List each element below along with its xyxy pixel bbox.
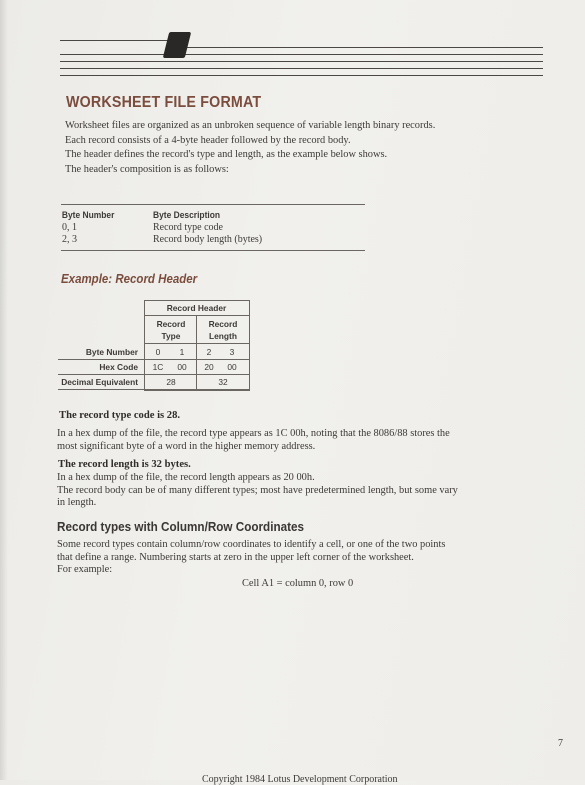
table-cell: 0	[155, 347, 161, 357]
table-cell: 0, 1	[62, 221, 77, 233]
coords-heading: Record types with Column/Row Coordinates	[57, 519, 305, 534]
table-cell: 32	[218, 377, 228, 387]
row-label: Hex Code	[99, 362, 138, 372]
column-header: Byte Description	[153, 209, 221, 220]
row-label: Byte Number	[85, 347, 138, 357]
table-cell: 1C	[152, 362, 164, 372]
paragraph-line: In a hex dump of the file, the record type appears as 1C 00h, noting that the 8086/88 stores the	[57, 428, 450, 439]
copyright-footer: Copyright 1984 Lotus Development Corporation	[202, 774, 398, 785]
table-header-row	[61, 209, 365, 222]
coords-example: Cell A1 = column 0, row 0	[242, 578, 354, 589]
paragraph-line: most significant byte of a word in the higher memory address.	[57, 440, 316, 452]
table-cell: 3	[229, 347, 235, 357]
col-type-label: Type	[161, 331, 181, 341]
col-type-label: Record	[156, 319, 186, 329]
table-cell: 20	[204, 362, 214, 372]
page-number: 7	[558, 738, 563, 749]
col-length-label: Record	[208, 319, 238, 329]
table-cell: 00	[227, 362, 237, 372]
column-header: Byte Number	[61, 209, 115, 220]
paragraph-line: that define a range. Numbering starts at zero in the upper left corner of the worksheet.	[57, 551, 414, 563]
col-length-label: Length	[209, 331, 237, 341]
paragraph-line: The record body can be of many different types; most have predetermined length, but some vary	[57, 484, 458, 496]
type-code-paragraph	[57, 428, 450, 453]
table-cell: 00	[177, 362, 187, 372]
type-code-heading: The record type code is 28.	[59, 410, 181, 421]
length-heading: The record length is 32 bytes.	[58, 459, 191, 470]
paragraph-line: in length.	[57, 497, 97, 509]
page-title: WORKSHEET FILE FORMAT	[66, 94, 262, 111]
paragraph-line: For example:	[57, 564, 113, 576]
coords-paragraph	[57, 539, 445, 577]
table-cell: 1	[179, 347, 185, 357]
table-cell: 28	[166, 377, 176, 387]
example-title: Example: Record Header	[61, 272, 198, 286]
row-label: Decimal Equivalent	[61, 377, 138, 387]
table-cell: Record type code	[153, 221, 223, 233]
table-cell: 2	[206, 347, 212, 357]
intro-line: Each record consists of a 4-byte header followed by the record body.	[65, 134, 351, 146]
byte-layout-table	[61, 204, 365, 251]
paragraph-line: In a hex dump of the file, the record length appears as 20 00h.	[57, 472, 315, 483]
length-paragraph	[57, 472, 458, 510]
table-row	[61, 234, 365, 247]
intro-line: The header's composition is as follows:	[65, 163, 229, 175]
table-row	[61, 222, 365, 235]
page-edge-shadow	[0, 0, 8, 780]
record-header-caption: Record Header	[166, 303, 227, 313]
paragraph-line: Some record types contain column/row coordinates to identify a cell, or one of the two points	[57, 539, 446, 550]
intro-paragraph	[65, 119, 435, 177]
intro-line: The header defines the record's type and length, as the example below shows.	[65, 149, 388, 161]
table-cell: Record body length (bytes)	[153, 234, 263, 245]
table-cell: 2, 3	[62, 234, 77, 245]
intro-line: Worksheet files are organized as an unbroken sequence of variable length binary records.	[65, 120, 436, 131]
